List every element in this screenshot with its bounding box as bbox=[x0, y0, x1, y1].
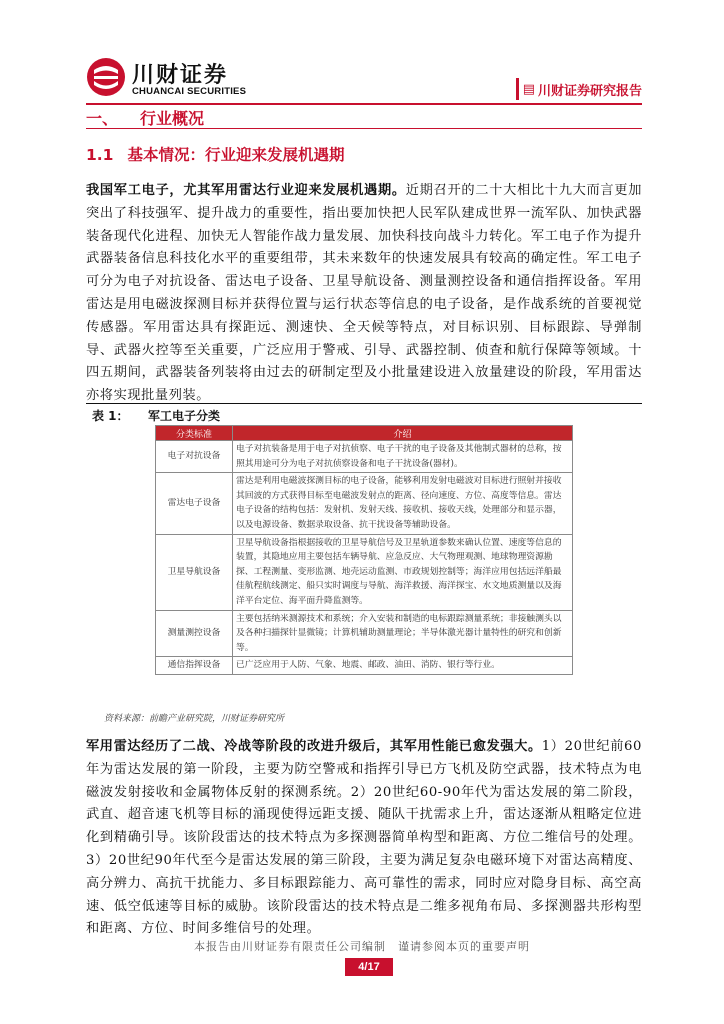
document-icon: ▤ bbox=[522, 81, 535, 97]
page-number: 4/17 bbox=[345, 958, 393, 976]
section-title: 行业概况 bbox=[140, 109, 205, 128]
table-cell-desc: 已广泛应用于人防、气象、地震、邮政、油田、消防、银行等行业。 bbox=[233, 657, 573, 675]
paragraph-industry-overview bbox=[86, 180, 642, 408]
table-label: 表 1： bbox=[92, 409, 129, 423]
table-cell-category: 测量测控设备 bbox=[156, 610, 233, 657]
report-header bbox=[86, 52, 642, 104]
brand-name-en: CHUANCAI SECURITIES bbox=[132, 86, 247, 97]
table-cell-desc: 雷达是利用电磁波探测目标的电子设备，能够利用发射电磁波对目标进行照射并接收其回波的方式获得目标至电磁波发射点的距离、径向速度、方位、高度等信息。雷达电子设备的结构包括：发射机、发射天线、接收机、接收天线，处理部分和显示器，以及电源设备、数据录取设备、抗干扰设备等辅助设备。 bbox=[233, 473, 573, 534]
table-row bbox=[156, 473, 573, 534]
section-number: 一、 bbox=[86, 109, 119, 128]
subsection-title: 基本情况：行业迎来发展机遇期 bbox=[127, 146, 345, 164]
subsection-number: 1.1 bbox=[86, 146, 114, 164]
report-label-text: 川财证券研究报告 bbox=[537, 83, 642, 99]
paragraph-body: 近期召开的二十大相比十九大而言更加突出了科技强军、提升战力的重要性，指出要加快把人民军队建成世界一流军队、加快武器装备现代化进程、加快无人智能作战力量发展、加快科技向战斗力转化。军工电子作为提升武器装备信息科技化水平的重要组带，其未来数年的快速发展具有较高的确定性。军工电子可分为电子对抗设备、雷达电子设备、卫星导航设备、测量测控设备和通信指挥设备。军用雷达是用电磁波探测目标并获得位置与运行状态等信息的电子设备，是作战系统的首要视觉传感器。军用雷达具有探距远、测速快、全天候等特点，对目标识别、目标跟踪、导弹制导、武器火控等至关重要，广泛应用于警戒、引导、武器控制、侦查和航行保障等领域。十四五期间，武器装备列装将由过去的研制定型及小批量建设进入放量建设的阶段，军用雷达亦将实现批量列装。 bbox=[86, 183, 642, 404]
table-cell-desc: 卫星导航设备指根据接收的卫星导航信号及卫星轨道参数来确认位置、速度等信息的装置，其隐地应用主要包括车辆导航、应急反应、大气物理观测、地球物理资源勘探、工程测量、变形监测、地壳运动监测、市政规划控制等；海洋应用包括远洋船最佳航程航线测定、船只实时调度与导航、海洋救援、海洋探宝、水文地质测量以及海洋平台定位、海平面升降监测等。 bbox=[233, 534, 573, 610]
section-divider bbox=[86, 128, 642, 129]
report-label bbox=[516, 78, 642, 100]
table-cell-category: 通信指挥设备 bbox=[156, 657, 233, 675]
section-heading-1 bbox=[86, 106, 204, 129]
section-heading-1-1 bbox=[86, 143, 344, 165]
table-cell-desc: 主要包括纳米测源技术和系统；介入安装和制造的电标跟踪测量系统；非接触测头以及各种扫描探针显微镜；计算机辅助测量理论；半导体激光器计量特性的研究和创新等。 bbox=[233, 610, 573, 657]
header-divider bbox=[86, 103, 642, 105]
paragraph-lead: 军用雷达经历了二战、冷战等阶段的改进升级后，其军用性能已愈发强大。 bbox=[86, 739, 542, 754]
table-cell-desc: 电子对抗装备是用于电子对抗侦察、电子干扰的电子设备及其他制式器材的总称，按照其用途可分为电子对抗侦察设备和电子干扰设备(器材)。 bbox=[233, 441, 573, 473]
table-row bbox=[156, 534, 573, 610]
table-title: 军工电子分类 bbox=[148, 409, 221, 423]
table-cell-category: 雷达电子设备 bbox=[156, 473, 233, 534]
column-header: 分类标准 bbox=[156, 426, 233, 441]
table-source: 资料来源：前瞻产业研究院，川财证券研究所 bbox=[104, 714, 285, 724]
table-row bbox=[156, 610, 573, 657]
table-caption bbox=[86, 403, 642, 424]
classification-table bbox=[155, 425, 573, 675]
brand-name-cn: 川财证券 bbox=[132, 63, 229, 88]
chuancai-logo-icon bbox=[86, 57, 126, 97]
paragraph-radar-history bbox=[86, 736, 642, 941]
report-label-bar bbox=[516, 78, 519, 100]
table-row bbox=[156, 657, 573, 675]
paragraph-lead: 我国军工电子，尤其军用雷达行业迎来发展机遇期。 bbox=[86, 183, 406, 198]
paragraph-body: 1）20世纪前60年为雷达发展的第一阶段，主要为防空警戒和指挥引导已方飞机及防空武器，技术特点为电磁波发射接收和金属物体反射的探测系统。2）20世纪60-90年代为雷达发展的第二阶段，武直、超音速飞机等目标的涌现使得远距支援、随队干扰需求上升，雷达逐渐从粗略定位进化到精确引导。该阶段雷达的技术特点为多探测器简单构型和距离、方位二维信号的处理。3）20世纪90年代至今是雷达发展的第三阶段，主要为满足复杂电磁环境下对雷达高精度、高分辨力、高抗干扰能力、多目标跟踪能力、高可靠性的需求，同时应对隐身目标、高空高速、低空低速等目标的威胁。该阶段雷达的技术特点是二维多视角布局、多探测器共形构型和距离、方位、时间多维信号的处理。 bbox=[86, 739, 643, 937]
table-cell-category: 电子对抗设备 bbox=[156, 441, 233, 473]
footer-disclaimer: 本报告由川财证券有限责任公司编制 谨请参阅本页的重要声明 bbox=[194, 940, 530, 953]
table-cell-category: 卫星导航设备 bbox=[156, 534, 233, 610]
column-header: 介绍 bbox=[233, 426, 573, 441]
table-header-row bbox=[156, 426, 573, 441]
table-row bbox=[156, 441, 573, 473]
